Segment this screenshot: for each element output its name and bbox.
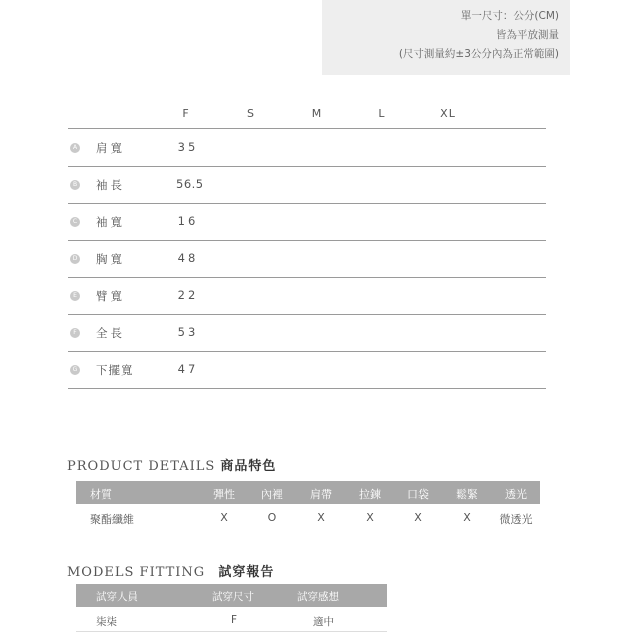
size-row-sleeve-length (68, 166, 546, 204)
row-value-f: 35 (177, 140, 199, 154)
cell-pocket: X (414, 511, 422, 524)
row-badge: B (70, 180, 80, 190)
cell-lining: O (267, 511, 277, 524)
cell-feedback: 適中 (313, 616, 334, 628)
col-model: 試穿人員 (96, 591, 138, 603)
col-strap: 肩帶 (310, 488, 332, 501)
row-label: 胸寬 (96, 252, 125, 266)
product-details-title-zh: 商品特色 (220, 459, 277, 474)
size-col-l: L (378, 107, 386, 120)
cell-elasticity: X (220, 511, 228, 524)
cell-size: F (231, 614, 238, 626)
col-material: 材質 (90, 488, 112, 501)
row-label: 肩寬 (96, 141, 125, 155)
cell-sheer: 微透光 (499, 513, 533, 526)
note-unit: 單一尺寸：公分(CM) (460, 10, 559, 22)
col-feedback: 試穿感想 (297, 591, 339, 603)
models-fitting-title-en: MODELS FITTING (67, 565, 206, 580)
row-badge: C (70, 217, 80, 227)
models-fitting-title-zh: 試穿報告 (218, 565, 275, 580)
cell-strap: X (317, 511, 325, 524)
size-row-length (68, 314, 546, 352)
models-fitting-row (76, 609, 387, 632)
product-details-title (67, 455, 276, 474)
note-method: 皆為平放測量 (496, 29, 559, 41)
col-sheer: 透光 (505, 488, 527, 501)
cell-material: 聚酯纖維 (90, 513, 134, 526)
size-row-hem (68, 351, 546, 389)
cell-elastic: X (463, 511, 471, 524)
size-row-shoulder (68, 129, 546, 167)
size-row-arm (68, 277, 546, 315)
size-col-f: F (182, 107, 190, 120)
row-badge: D (70, 254, 80, 264)
col-elasticity: 彈性 (213, 488, 235, 501)
row-badge: F (70, 328, 80, 338)
product-details-header (76, 481, 540, 504)
size-row-sleeve-width (68, 203, 546, 241)
row-label: 袖寬 (96, 215, 125, 229)
models-fitting-header (76, 584, 387, 607)
product-details-row (76, 506, 540, 528)
row-label: 臂寬 (96, 289, 125, 303)
product-details-title-en: PRODUCT DETAILS (67, 459, 216, 474)
row-badge: A (70, 143, 80, 153)
col-zipper: 拉鍊 (359, 488, 381, 501)
note-tolerance: (尺寸測量約±3公分內為正常範圍) (398, 48, 559, 60)
col-lining: 內裡 (261, 488, 283, 501)
models-fitting-title (67, 561, 274, 580)
col-pocket: 口袋 (407, 488, 429, 501)
size-row-chest (68, 240, 546, 278)
measurement-note (322, 0, 570, 75)
size-col-xl: XL (440, 107, 456, 120)
row-label: 下擺寬 (96, 363, 134, 377)
row-label: 全長 (96, 326, 125, 340)
size-col-s: S (247, 107, 255, 120)
size-col-m: M (311, 107, 323, 120)
row-badge: G (70, 365, 80, 375)
row-value-f: 56.5 (176, 177, 204, 191)
row-value-f: 48 (177, 251, 199, 265)
row-value-f: 53 (177, 325, 199, 339)
row-label: 袖長 (96, 178, 125, 192)
cell-zipper: X (366, 511, 374, 524)
row-value-f: 22 (177, 288, 199, 302)
col-size: 試穿尺寸 (212, 591, 254, 603)
row-value-f: 16 (177, 214, 199, 228)
cell-model: 柒柒 (96, 616, 117, 628)
row-badge: E (70, 291, 80, 301)
col-elastic: 鬆緊 (456, 488, 478, 501)
row-value-f: 47 (177, 362, 199, 376)
size-table-header (0, 107, 639, 123)
